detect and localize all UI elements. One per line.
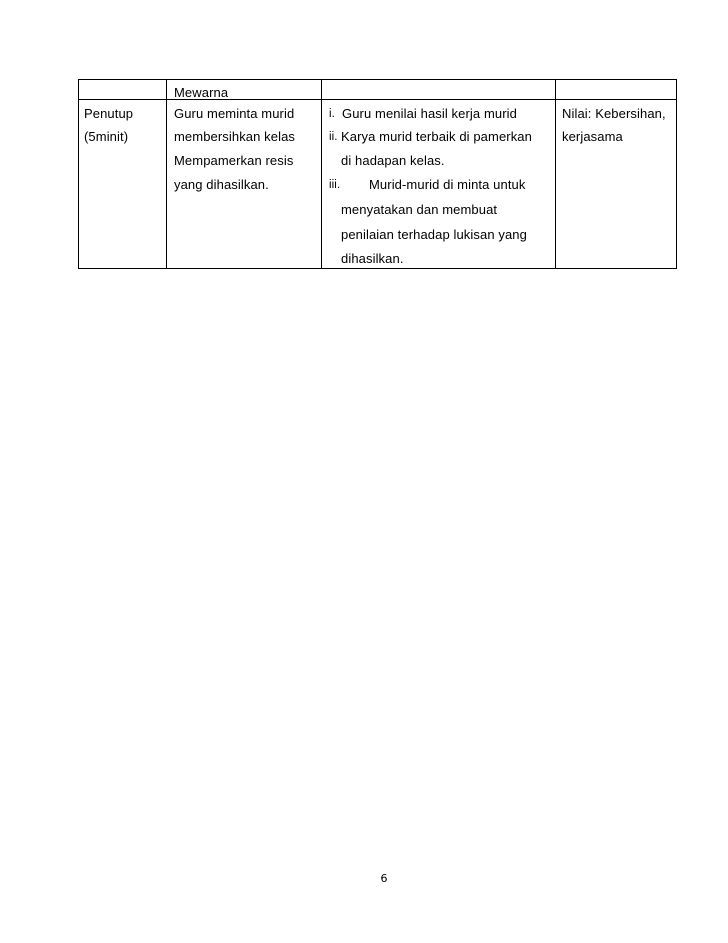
table-border-top bbox=[78, 79, 677, 80]
page-number-container bbox=[0, 869, 728, 887]
activity-line-3: di hadapan kelas. bbox=[341, 153, 445, 168]
values-line-2: kerjasama bbox=[562, 129, 623, 144]
activity-line-2: Karya murid terbaik di pamerkan bbox=[341, 129, 532, 144]
top-row-col2-text: Mewarna bbox=[174, 85, 229, 100]
activity-marker-1: i. bbox=[329, 108, 335, 120]
activity-line-5: menyatakan dan membuat bbox=[341, 202, 498, 217]
column-divider-1 bbox=[166, 79, 167, 269]
table-border-right bbox=[676, 79, 677, 269]
table-border-bottom bbox=[78, 268, 677, 269]
stage-name: Penutup bbox=[84, 106, 134, 121]
content-line-1: Guru meminta murid bbox=[174, 106, 295, 121]
page-number: 6 bbox=[380, 872, 388, 885]
activity-line-7: dihasilkan. bbox=[341, 251, 404, 266]
column-divider-3 bbox=[555, 79, 556, 269]
activity-line-6: penilaian terhadap lukisan yang bbox=[341, 227, 527, 242]
activity-marker-3: iii. bbox=[329, 179, 341, 191]
activity-marker-2: ii. bbox=[329, 131, 338, 143]
lesson-table bbox=[78, 79, 677, 269]
row-divider bbox=[78, 99, 677, 100]
column-divider-2 bbox=[321, 79, 322, 269]
activity-line-1: Guru menilai hasil kerja murid bbox=[342, 106, 517, 121]
content-line-2: membersihkan kelas bbox=[174, 129, 296, 144]
stage-duration: (5minit) bbox=[84, 129, 129, 144]
content-line-3: Mempamerkan resis bbox=[174, 153, 294, 168]
table-border-left bbox=[78, 79, 79, 269]
content-line-4: yang dihasilkan. bbox=[174, 177, 269, 192]
activity-line-4: Murid-murid di minta untuk bbox=[369, 177, 526, 192]
values-line-1: Nilai: Kebersihan, bbox=[562, 106, 666, 121]
